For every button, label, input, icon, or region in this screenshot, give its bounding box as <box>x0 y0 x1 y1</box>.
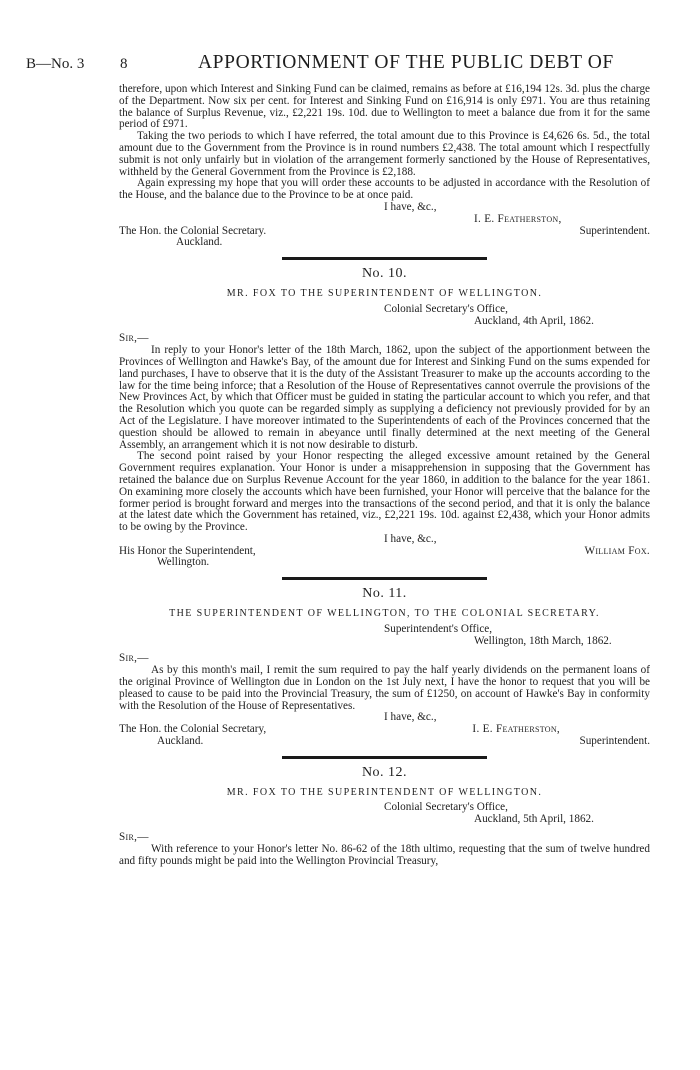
salutation: Sir,— <box>119 332 149 345</box>
signature-name: William Fox. <box>584 544 650 557</box>
addressee: The Hon. the Colonial Secretary, <box>119 723 267 736</box>
addressee: The Hon. the Colonial Secretary. <box>119 224 267 237</box>
letter-12 <box>119 764 650 868</box>
signature-name: I. E. Featherston, <box>474 212 562 225</box>
letter-number: No. 12. <box>361 764 408 780</box>
signature-name: I. E. Featherston, <box>472 723 560 736</box>
addressee-place: Auckland. <box>157 735 204 748</box>
section-divider <box>282 756 487 759</box>
paragraph: As by this month's mail, I remit the sum required to pay the half yearly dividends on the permanent loans of the original Province of Wellington due in London on the 1st July next, I have the honor to request that you will be pleased to cause to be paid into the Provincial Treasury, the sum of £1250, on account of Hawke's Bay in conformity with the Resolution of the House of Representatives. <box>119 664 650 712</box>
letter-9-continuation <box>119 84 650 260</box>
closing: I have, &c., <box>384 532 437 545</box>
closing: I have, &c., <box>384 200 437 213</box>
addressee-place: Auckland. <box>176 236 223 249</box>
page-title: APPORTIONMENT OF THE PUBLIC DEBT OF <box>198 52 614 73</box>
signature-title: Superintendent. <box>579 735 650 748</box>
place-date: Auckland, 5th April, 1862. <box>474 813 594 826</box>
document-reference: B—No. 3 <box>26 56 85 72</box>
paragraph: Taking the two periods to which I have referred, the total amount due to this Province is £4,626 6s. 5d., the total amount due to the Government from the Province is in round numbers £2,438. The total amount which I respectfully submit is not only unfairly but in violation of the arrangement formerly sanctioned by the House of Representatives, withheld by the General Government from the Province is £2,188. <box>119 130 650 178</box>
addressee-place: Wellington. <box>157 556 210 569</box>
sender-office: Colonial Secretary's Office, <box>384 302 508 315</box>
paragraph: With reference to your Honor's letter No. 86-62 of the 18th ultimo, requesting that the sum of twelve hundred and fifty pounds might be paid into the Wellington Provincial Treasury, <box>119 842 650 867</box>
paragraph: The second point raised by your Honor respecting the alleged excessive amount retained by the General Government requires explanation. Your Honor is under a misapprehension in supposing that the Government has retained the balance due on Surplus Revenue Account for the year 1860, in addition to the balance for the year 1861. On examining more closely the accounts which have been furnished, your Honor will perceive that the balance for the former period is brought forward and merges into the transactions of the second period, and that it is only the balance at the latest date which the Government has retained, viz., £2,221 19s. 10d. against £2,438, which your Honor admits to be owing by the Province. <box>119 450 650 534</box>
letter-heading: MR. FOX TO THE SUPERINTENDENT OF WELLINGTON. <box>226 786 543 798</box>
letter-11 <box>119 588 650 759</box>
page-header <box>0 52 700 76</box>
letter-10 <box>119 268 650 580</box>
salutation: Sir,— <box>119 652 149 665</box>
sender-office: Superintendent's Office, <box>384 622 493 635</box>
paragraph: Again expressing my hope that you will order these accounts to be adjusted in accordance with the Resolution of the House, and the balance due to the Province to be at once paid. <box>119 177 650 202</box>
letter-number: No. 11. <box>362 586 407 602</box>
sender-office: Colonial Secretary's Office, <box>384 801 508 814</box>
letter-number: No. 10. <box>361 266 408 282</box>
page-number: 8 <box>120 56 128 72</box>
salutation: Sir,— <box>119 831 149 844</box>
section-divider <box>282 577 487 580</box>
place-date: Auckland, 4th April, 1862. <box>474 314 594 327</box>
signature-title: Superintendent. <box>579 224 650 237</box>
closing: I have, &c., <box>384 711 437 724</box>
section-divider <box>282 257 487 260</box>
place-date: Wellington, 18th March, 1862. <box>474 634 612 647</box>
document-body <box>119 84 650 867</box>
addressee: His Honor the Superintendent, <box>119 544 256 557</box>
paragraph: therefore, upon which Interest and Sinking Fund can be claimed, remains as before at £16,194 12s. 3d. plus the charge of the Department. Now six per cent. for Interest and Sinking Fund on £16,914 is only £971. You are thus retaining the balance of Surplus Revenue, viz., £2,221 19s. 10d. due to Wellington to meet a balance due from it for the same period of £971. <box>119 83 650 131</box>
letter-heading: MR. FOX TO THE SUPERINTENDENT OF WELLINGTON. <box>226 287 543 299</box>
letter-heading: THE SUPERINTENDENT OF WELLINGTON, TO THE COLONIAL SECRETARY. <box>169 608 600 620</box>
paragraph: In reply to your Honor's letter of the 18th March, 1862, upon the subject of the apportionment between the Provinces of Wellington and Hawke's Bay, of the amount due for Interest and Sinking Fund on the sums expended for land purchases, I have to observe that it is the duty of the Assistant Treasurer to make up the accounts according to the law for the time being inforce; that a Resolution of the House of Representatives cannot overrule the provisions of the New Provinces Act, by which that Officer must be guided in stating the particular account to which you refer, and that the Resolution which you quote can be regarded simply as supplying a deficiency not previously provided for by an Act of the Legislature. I have moreover intimated to the Superintendents of each of the Provinces concerned that the question should be allowed to remain in abeyance until finally determined at the next meeting of the General Assembly, an arrangement which it is not now desirable to disturb. <box>119 344 650 451</box>
